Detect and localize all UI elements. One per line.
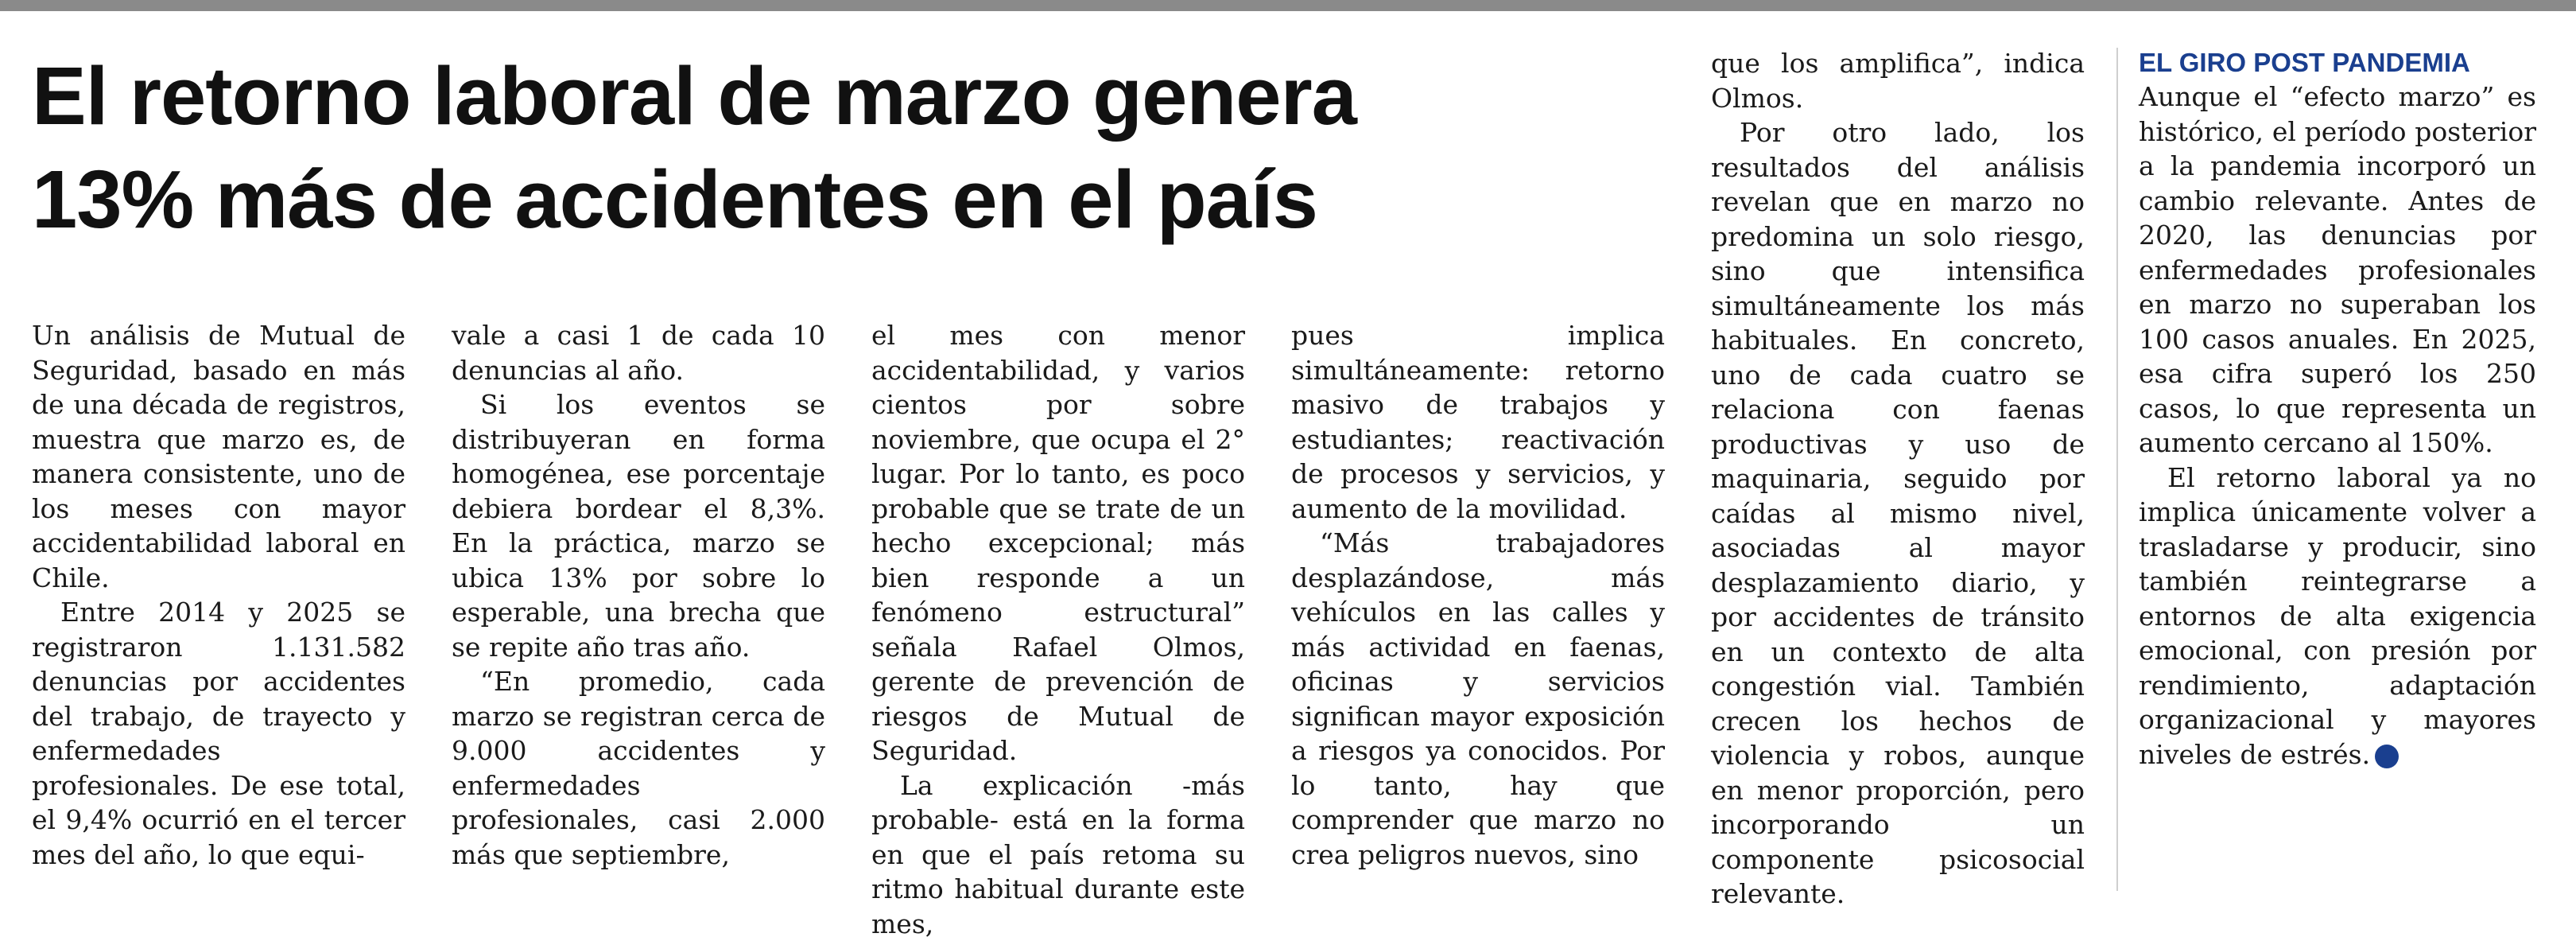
paragraph: vale a casi 1 de cada 10 denuncias al año. <box>452 318 825 387</box>
article-column-3 <box>871 318 1245 941</box>
sidebar-paragraph <box>2139 461 2536 772</box>
sidebar-paragraph-text: El retorno laboral ya no implica únicamente volver a trasladarse y producir, sino también reintegrarse a entornos de alta exigencia emocional, con presión por rendimiento, adaptación organizacional y mayores niveles de estrés. <box>2139 462 2536 770</box>
headline <box>32 45 1670 251</box>
paragraph: Entre 2014 y 2025 se registraron 1.131.582 denuncias por accidentes del trabajo, de trayecto y enfermedades profesionales. De ese total, el 9,4% ocurrió en el tercer mes del año, lo que equi- <box>32 595 405 872</box>
sidebar-title: EL GIRO POST PANDEMIA <box>2139 46 2536 80</box>
article-column-2 <box>452 318 825 872</box>
paragraph: “En promedio, cada marzo se registran cerca de 9.000 accidentes y enfermedades profesionales, casi 2.000 más que septiembre, <box>452 664 825 872</box>
star-circle-icon: ✪ <box>2375 745 2399 768</box>
paragraph: que los amplifica”, indica Olmos. <box>1711 46 2085 115</box>
headline-line-2: 13% más de accidentes en el país <box>32 148 1670 251</box>
paragraph: pues implica simultáneamente: retorno masivo de trabajos y estudiantes; reactivación de procesos y servicios, y aumento de la movilidad. <box>1291 318 1665 526</box>
sidebar-paragraph: Aunque el “efecto marzo” es histórico, el período posterior a la pandemia incorporó un cambio relevante. Antes de 2020, las denuncias por enfermedades profesionales en marzo no superaban los 100 casos anuales. En 2025, esa cifra superó los 250 casos, lo que representa un aumento cercano al 150%. <box>2139 80 2536 461</box>
top-rule <box>0 0 2576 11</box>
paragraph: La explicación -más probable- está en la forma en que el país retoma su ritmo habitual durante este mes, <box>871 768 1245 941</box>
paragraph: Un análisis de Mutual de Seguridad, basado en más de una década de registros, muestra que marzo es, de manera consistente, uno de los meses con mayor accidentabilidad laboral en Chile. <box>32 318 405 595</box>
sidebar-divider <box>2116 48 2118 891</box>
article-column-5 <box>1711 46 2085 912</box>
paragraph: Si los eventos se distribuyeran en forma homogénea, ese porcentaje debiera bordear el 8,3%. En la práctica, marzo se ubica 13% por sobre lo esperable, una brecha que se repite año tras año. <box>452 387 825 664</box>
sidebar-box <box>2139 46 2536 772</box>
article-column-4 <box>1291 318 1665 872</box>
paragraph: “Más trabajadores desplazándose, más vehículos en las calles y más actividad en faenas, oficinas y servicios significan mayor exposición a riesgos ya conocidos. Por lo tanto, hay que comprender que marzo no crea peligros nuevos, sino <box>1291 526 1665 872</box>
paragraph: Por otro lado, los resultados del análisis revelan que en marzo no predomina un solo riesgo, sino que intensifica simultáneamente los más habituales. En concreto, uno de cada cuatro se relaciona con faenas productivas y uso de maquinaria, seguido por caídas al mismo nivel, asociadas al mayor desplazamiento diario, y por accidentes de tránsito en un contexto de alta congestión vial. También crecen los hechos de violencia y robos, aunque en menor proporción, pero incorporando un componente psicosocial relevante. <box>1711 115 2085 912</box>
headline-line-1: El retorno laboral de marzo genera <box>32 45 1670 148</box>
article-column-1 <box>32 318 405 872</box>
paragraph: el mes con menor accidentabilidad, y varios cientos por sobre noviembre, que ocupa el 2° lugar. Por lo tanto, es poco probable que se trate de un hecho excepcional; más bien responde a un fenómeno estructural” señala Rafael Olmos, gerente de prevención de riesgos de Mutual de Seguridad. <box>871 318 1245 768</box>
